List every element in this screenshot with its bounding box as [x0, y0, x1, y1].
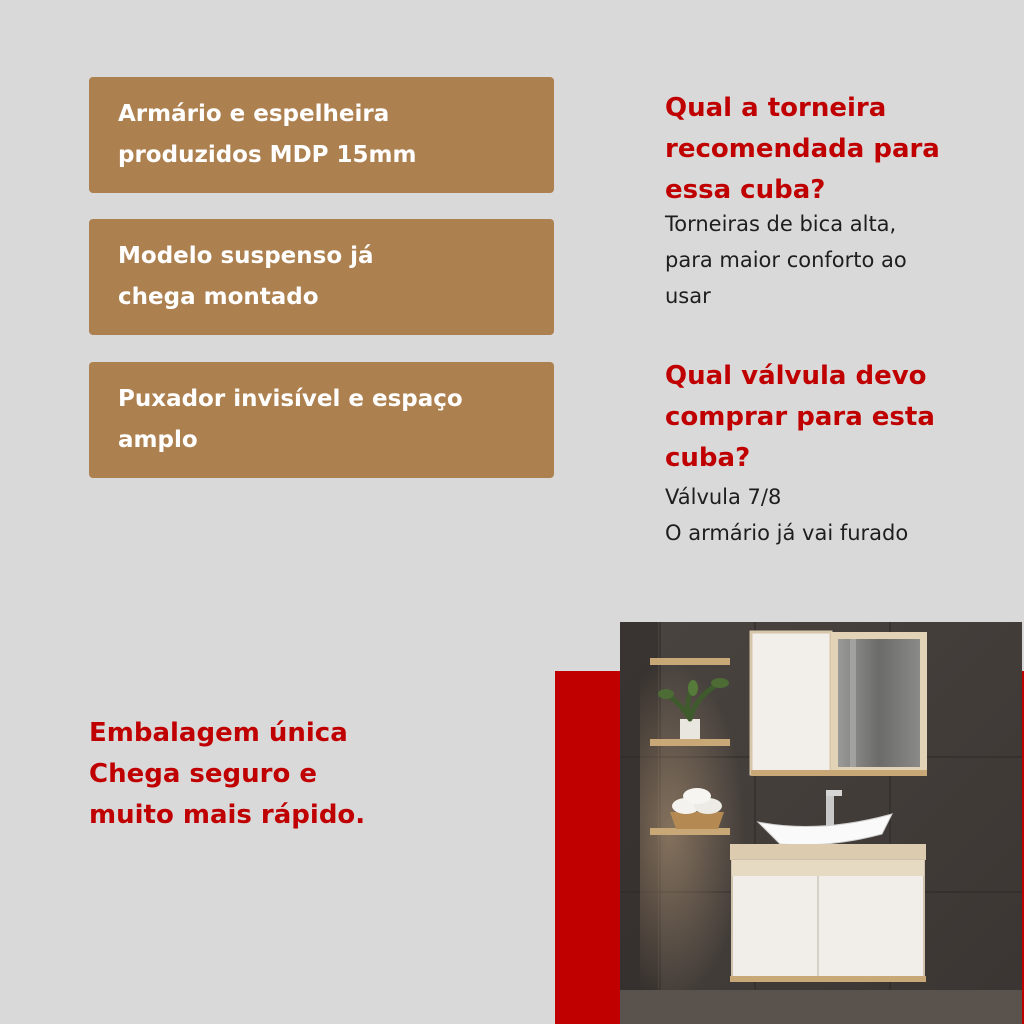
- faq-question-faucet: Qual a torneira recomendada para essa cuba?: [665, 93, 940, 205]
- promo-text: Embalagem única Chega seguro e muito mais rápido.: [89, 718, 366, 830]
- feature-box-material: [89, 77, 554, 193]
- feature-box-handle: [89, 362, 554, 478]
- feature-text-handle: Puxador invisível e espaço amplo: [118, 386, 463, 453]
- feature-text-suspended: Modelo suspenso já chega montado: [118, 243, 374, 310]
- feature-text-material: Armário e espelheira produzidos MDP 15mm: [118, 101, 417, 168]
- product-photo: [620, 622, 1022, 1024]
- faq-answer-valve: Válvula 7/8 O armário já vai furado: [665, 485, 909, 545]
- faq-answer-faucet: Torneiras de bica alta, para maior conforto ao usar: [665, 212, 907, 308]
- bathroom-cabinet-photo: [620, 622, 1022, 1024]
- faq-question-valve: Qual válvula devo comprar para esta cuba?: [665, 361, 935, 473]
- feature-box-suspended: [89, 219, 554, 335]
